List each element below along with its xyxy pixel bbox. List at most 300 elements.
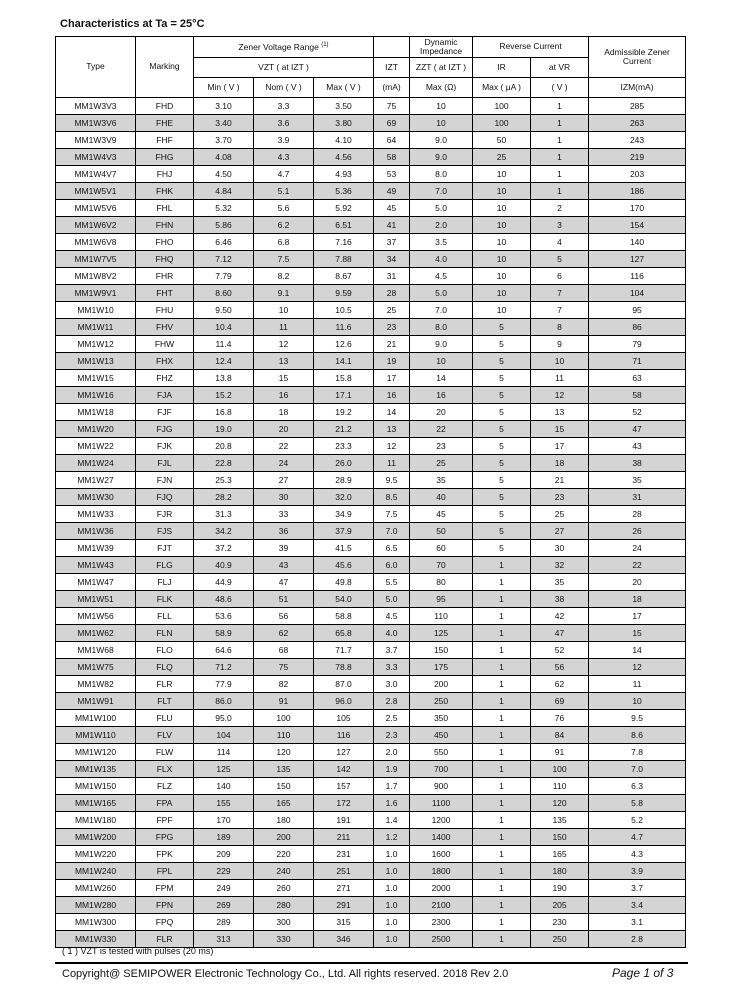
table-cell: 285 (589, 98, 686, 115)
table-cell: 26 (589, 523, 686, 540)
table-cell: 23 (531, 489, 589, 506)
table-cell: 243 (589, 132, 686, 149)
table-cell: 9.5 (374, 472, 410, 489)
header-max-ua: Max ( μA ) (473, 78, 531, 98)
table-cell: 23.3 (314, 438, 374, 455)
table-cell: FJT (136, 540, 194, 557)
table-cell: 191 (314, 812, 374, 829)
table-cell: 105 (314, 710, 374, 727)
table-cell: 1.6 (374, 795, 410, 812)
table-cell: 43 (589, 438, 686, 455)
table-cell: 1.0 (374, 931, 410, 948)
table-cell: 3.9 (589, 863, 686, 880)
table-cell: 2 (531, 200, 589, 217)
table-cell: 78.8 (314, 659, 374, 676)
table-cell: 127 (589, 251, 686, 268)
table-cell: 4.08 (194, 149, 254, 166)
table-cell: 1 (531, 183, 589, 200)
table-cell: 14.1 (314, 353, 374, 370)
table-row (56, 812, 686, 829)
table-cell: MM1W9V1 (56, 285, 136, 302)
table-cell: 10.5 (314, 302, 374, 319)
table-cell: 1 (473, 608, 531, 625)
table-cell: 2.5 (374, 710, 410, 727)
table-cell: 1 (473, 795, 531, 812)
table-cell: 9.59 (314, 285, 374, 302)
table-cell: 95 (589, 302, 686, 319)
header-zener-range (194, 37, 374, 58)
table-cell: 1 (531, 115, 589, 132)
table-cell: FHG (136, 149, 194, 166)
table-cell: 190 (531, 880, 589, 897)
header-min: Min ( V ) (194, 78, 254, 98)
table-cell: 7.0 (410, 302, 473, 319)
table-cell: 16 (374, 387, 410, 404)
table-cell: 60 (410, 540, 473, 557)
table-cell: 4.3 (589, 846, 686, 863)
table-cell: 4.84 (194, 183, 254, 200)
table-cell: 7.79 (194, 268, 254, 285)
table-cell: FLR (136, 676, 194, 693)
table-cell: 10 (473, 166, 531, 183)
table-cell: 16 (254, 387, 314, 404)
table-cell: FLZ (136, 778, 194, 795)
table-cell: 140 (194, 778, 254, 795)
header-type: Type (56, 37, 136, 98)
table-cell: 27 (254, 472, 314, 489)
table-cell: MM1W36 (56, 523, 136, 540)
table-cell: FLV (136, 727, 194, 744)
table-cell: FLW (136, 744, 194, 761)
table-cell: 31 (374, 268, 410, 285)
table-cell: 47 (254, 574, 314, 591)
table-cell: 5 (473, 421, 531, 438)
table-cell: 54.0 (314, 591, 374, 608)
table-cell: 5 (473, 387, 531, 404)
table-cell: 1.7 (374, 778, 410, 795)
table-row (56, 778, 686, 795)
table-cell: 23 (410, 438, 473, 455)
table-cell: MM1W18 (56, 404, 136, 421)
table-cell: 7.0 (374, 523, 410, 540)
table-cell: 5.36 (314, 183, 374, 200)
table-cell: 3 (531, 217, 589, 234)
table-cell: 7.8 (589, 744, 686, 761)
table-cell: 28 (374, 285, 410, 302)
table-cell: 3.40 (194, 115, 254, 132)
table-cell: FHX (136, 353, 194, 370)
table-cell: 5 (473, 353, 531, 370)
table-cell: 51 (254, 591, 314, 608)
table-cell: 11 (374, 455, 410, 472)
table-cell: 3.7 (374, 642, 410, 659)
table-cell: 7 (531, 285, 589, 302)
table-cell: 62 (531, 676, 589, 693)
footnote: ( 1 ) VZT is tested with pulses (20 ms) (62, 946, 214, 956)
table-cell: 58 (589, 387, 686, 404)
table-cell: 58 (374, 149, 410, 166)
table-cell: 6.0 (374, 557, 410, 574)
table-cell: 5 (473, 370, 531, 387)
table-cell: 900 (410, 778, 473, 795)
table-cell: 203 (589, 166, 686, 183)
table-cell: 10 (410, 98, 473, 115)
table-row (56, 404, 686, 421)
table-cell: 8.6 (589, 727, 686, 744)
table-cell: 11 (589, 676, 686, 693)
table-cell: MM1W200 (56, 829, 136, 846)
table-cell: MM1W51 (56, 591, 136, 608)
table-cell: 1.0 (374, 863, 410, 880)
table-cell: 230 (531, 914, 589, 931)
table-cell: 39 (254, 540, 314, 557)
table-cell: 186 (589, 183, 686, 200)
table-cell: 4 (531, 234, 589, 251)
table-cell: 7.0 (589, 761, 686, 778)
table-cell: MM1W260 (56, 880, 136, 897)
table-cell: 110 (410, 608, 473, 625)
table-cell: 32.0 (314, 489, 374, 506)
table-cell: 50 (473, 132, 531, 149)
table-cell: 9 (531, 336, 589, 353)
table-cell: 350 (410, 710, 473, 727)
table-cell: FHJ (136, 166, 194, 183)
table-cell: 20 (410, 404, 473, 421)
table-cell: FJS (136, 523, 194, 540)
table-cell: FJL (136, 455, 194, 472)
table-cell: 17.1 (314, 387, 374, 404)
table-cell: 1 (473, 710, 531, 727)
table-cell: 13 (531, 404, 589, 421)
table-cell: 100 (473, 98, 531, 115)
table-cell: 3.70 (194, 132, 254, 149)
table-cell: 86 (589, 319, 686, 336)
table-cell: 95.0 (194, 710, 254, 727)
table-cell: 1 (473, 744, 531, 761)
table-cell: FHT (136, 285, 194, 302)
table-cell: 1 (473, 591, 531, 608)
table-cell: 21 (531, 472, 589, 489)
table-cell: 9.0 (410, 132, 473, 149)
table-cell: 5 (473, 540, 531, 557)
table-cell: 15 (531, 421, 589, 438)
table-row (56, 931, 686, 948)
table-cell: 53.6 (194, 608, 254, 625)
table-row (56, 897, 686, 914)
table-cell: FPM (136, 880, 194, 897)
table-cell: 50 (410, 523, 473, 540)
table-cell: 64.6 (194, 642, 254, 659)
table-row (56, 98, 686, 115)
table-cell: 20 (254, 421, 314, 438)
page-number: Page 1 of 3 (612, 966, 674, 980)
table-row (56, 625, 686, 642)
table-cell: 5.6 (254, 200, 314, 217)
table-cell: 95 (410, 591, 473, 608)
table-cell: 70 (410, 557, 473, 574)
table-cell: MM1W91 (56, 693, 136, 710)
table-cell: 1 (473, 642, 531, 659)
table-cell: 1 (473, 812, 531, 829)
table-cell: FLN (136, 625, 194, 642)
table-cell: 700 (410, 761, 473, 778)
table-cell: 1 (473, 880, 531, 897)
table-cell: 2.3 (374, 727, 410, 744)
header-zzt: ZZT ( at IZT ) (410, 58, 473, 78)
table-cell: 10 (473, 183, 531, 200)
table-cell: 12 (254, 336, 314, 353)
table-cell: 30 (254, 489, 314, 506)
table-cell: 45 (410, 506, 473, 523)
table-cell: MM1W39 (56, 540, 136, 557)
table-cell: 1 (531, 132, 589, 149)
table-cell: 8.2 (254, 268, 314, 285)
table-cell: 104 (589, 285, 686, 302)
table-cell: 5.0 (410, 200, 473, 217)
zener-range-label: Zener Voltage Range (238, 41, 319, 52)
table-cell: MM1W100 (56, 710, 136, 727)
table-cell: 4.3 (254, 149, 314, 166)
table-cell: MM1W11 (56, 319, 136, 336)
table-row (56, 455, 686, 472)
table-cell: 209 (194, 846, 254, 863)
table-cell: FHN (136, 217, 194, 234)
table-cell: 12 (374, 438, 410, 455)
table-cell: 315 (314, 914, 374, 931)
table-cell: 96.0 (314, 693, 374, 710)
table-row (56, 744, 686, 761)
table-cell: 10 (531, 353, 589, 370)
table-cell: MM1W24 (56, 455, 136, 472)
table-cell: MM1W165 (56, 795, 136, 812)
table-cell: 35 (410, 472, 473, 489)
table-cell: 31.3 (194, 506, 254, 523)
table-row (56, 523, 686, 540)
header-admissible: Admissible Zener Current (589, 37, 686, 78)
table-cell: 291 (314, 897, 374, 914)
table-cell: 1.0 (374, 846, 410, 863)
table-cell: 450 (410, 727, 473, 744)
table-row (56, 268, 686, 285)
table-row (56, 591, 686, 608)
table-row (56, 863, 686, 880)
table-cell: 28.9 (314, 472, 374, 489)
table-cell: 22 (589, 557, 686, 574)
table-cell: MM1W43 (56, 557, 136, 574)
table-cell: 165 (531, 846, 589, 863)
table-cell: 1 (473, 846, 531, 863)
table-cell: 38 (531, 591, 589, 608)
table-row (56, 115, 686, 132)
table-cell: MM1W330 (56, 931, 136, 948)
table-cell: 32 (531, 557, 589, 574)
table-cell: 251 (314, 863, 374, 880)
table-cell: MM1W15 (56, 370, 136, 387)
table-cell: 7.5 (374, 506, 410, 523)
table-cell: 25 (473, 149, 531, 166)
table-cell: 76 (531, 710, 589, 727)
table-cell: 1 (473, 659, 531, 676)
table-cell: 58.9 (194, 625, 254, 642)
table-cell: 15 (589, 625, 686, 642)
table-cell: 5.1 (254, 183, 314, 200)
table-cell: MM1W4V3 (56, 149, 136, 166)
table-cell: 9.1 (254, 285, 314, 302)
table-cell: 5 (473, 455, 531, 472)
table-cell: FHR (136, 268, 194, 285)
table-cell: 82 (254, 676, 314, 693)
table-cell: 45.6 (314, 557, 374, 574)
table-cell: MM1W4V7 (56, 166, 136, 183)
table-cell: FHL (136, 200, 194, 217)
table-cell: 4.5 (410, 268, 473, 285)
table-cell: 71.2 (194, 659, 254, 676)
table-cell: 6.2 (254, 217, 314, 234)
table-cell: 313 (194, 931, 254, 948)
table-row (56, 761, 686, 778)
table-cell: 5 (473, 319, 531, 336)
table-cell: MM1W5V1 (56, 183, 136, 200)
table-row (56, 574, 686, 591)
table-cell: 47 (589, 421, 686, 438)
table-cell: 86.0 (194, 693, 254, 710)
table-cell: 5.92 (314, 200, 374, 217)
header-v: ( V ) (531, 78, 589, 98)
table-cell: 4.0 (410, 251, 473, 268)
table-cell: 4.7 (254, 166, 314, 183)
table-cell: 127 (314, 744, 374, 761)
table-cell: 53 (374, 166, 410, 183)
table-cell: 120 (254, 744, 314, 761)
table-cell: 14 (374, 404, 410, 421)
table-row (56, 727, 686, 744)
table-cell: 205 (531, 897, 589, 914)
table-cell: FPG (136, 829, 194, 846)
table-cell: 150 (254, 778, 314, 795)
table-cell: 7 (531, 302, 589, 319)
header-vz: VZT ( at IZT ) (194, 58, 374, 78)
table-cell: 91 (254, 693, 314, 710)
table-cell: 12.4 (194, 353, 254, 370)
table-cell: 100 (473, 115, 531, 132)
table-cell: 104 (194, 727, 254, 744)
table-cell: MM1W30 (56, 489, 136, 506)
table-cell: 22 (254, 438, 314, 455)
footer-rule (55, 962, 688, 964)
table-cell: 110 (531, 778, 589, 795)
table-cell: 37.9 (314, 523, 374, 540)
table-cell: 1 (473, 574, 531, 591)
table-cell: 25 (374, 302, 410, 319)
table-cell: 25.3 (194, 472, 254, 489)
table-cell: 42 (531, 608, 589, 625)
table-cell: 142 (314, 761, 374, 778)
table-cell: 1800 (410, 863, 473, 880)
table-cell: MM1W5V6 (56, 200, 136, 217)
table-cell: 24 (254, 455, 314, 472)
table-cell: MM1W10 (56, 302, 136, 319)
table-cell: 1.2 (374, 829, 410, 846)
table-cell: MM1W135 (56, 761, 136, 778)
table-cell: 1.4 (374, 812, 410, 829)
table-cell: 31 (589, 489, 686, 506)
header-ir: IR (473, 58, 531, 78)
table-cell: 180 (531, 863, 589, 880)
table-cell: 49.8 (314, 574, 374, 591)
table-cell: 157 (314, 778, 374, 795)
table-cell: FHO (136, 234, 194, 251)
table-cell: 1 (473, 829, 531, 846)
table-row (56, 387, 686, 404)
table-cell: 10 (473, 251, 531, 268)
table-cell: 2.0 (374, 744, 410, 761)
table-cell: 3.50 (314, 98, 374, 115)
table-cell: 11 (531, 370, 589, 387)
table-cell: 180 (254, 812, 314, 829)
table-cell: 5.86 (194, 217, 254, 234)
table-cell: FJR (136, 506, 194, 523)
table-cell: 79 (589, 336, 686, 353)
table-cell: 8 (531, 319, 589, 336)
table-cell: FLU (136, 710, 194, 727)
copyright-text: Copyright@ SEMIPOWER Electronic Technology Co., Ltd. All rights reserved. 2018 Rev 2.0 (62, 968, 509, 980)
table-cell: 1400 (410, 829, 473, 846)
table-cell: FLX (136, 761, 194, 778)
table-cell: FHW (136, 336, 194, 353)
table-cell: 43 (254, 557, 314, 574)
table-cell: 80 (410, 574, 473, 591)
table-cell: FHZ (136, 370, 194, 387)
table-cell: FJA (136, 387, 194, 404)
table-cell: MM1W82 (56, 676, 136, 693)
table-cell: MM1W27 (56, 472, 136, 489)
table-cell: 8.5 (374, 489, 410, 506)
table-cell: 1100 (410, 795, 473, 812)
table-cell: 346 (314, 931, 374, 948)
table-cell: 26.0 (314, 455, 374, 472)
table-cell: 1 (473, 761, 531, 778)
table-cell: 40.9 (194, 557, 254, 574)
header-nom: Nom ( V ) (254, 78, 314, 98)
table-cell: 69 (531, 693, 589, 710)
table-cell: 3.3 (254, 98, 314, 115)
table-cell: MM1W56 (56, 608, 136, 625)
table-row (56, 251, 686, 268)
table-cell: 75 (254, 659, 314, 676)
table-cell: 22 (410, 421, 473, 438)
table-cell: FJQ (136, 489, 194, 506)
table-cell: 3.5 (410, 234, 473, 251)
table-cell: 10 (473, 217, 531, 234)
table-cell: 18 (254, 404, 314, 421)
table-cell: 15 (254, 370, 314, 387)
table-cell: 22.8 (194, 455, 254, 472)
table-cell: 9.0 (410, 336, 473, 353)
table-cell: 10 (410, 353, 473, 370)
table-cell: 3.7 (589, 880, 686, 897)
table-cell: MM1W13 (56, 353, 136, 370)
table-cell: 21.2 (314, 421, 374, 438)
table-cell: MM1W12 (56, 336, 136, 353)
table-cell: 1.9 (374, 761, 410, 778)
table-cell: 154 (589, 217, 686, 234)
table-cell: 75 (374, 98, 410, 115)
table-cell: FHQ (136, 251, 194, 268)
table-cell: 7.5 (254, 251, 314, 268)
table-cell: 64 (374, 132, 410, 149)
table-cell: 5 (473, 472, 531, 489)
table-cell: 6.46 (194, 234, 254, 251)
